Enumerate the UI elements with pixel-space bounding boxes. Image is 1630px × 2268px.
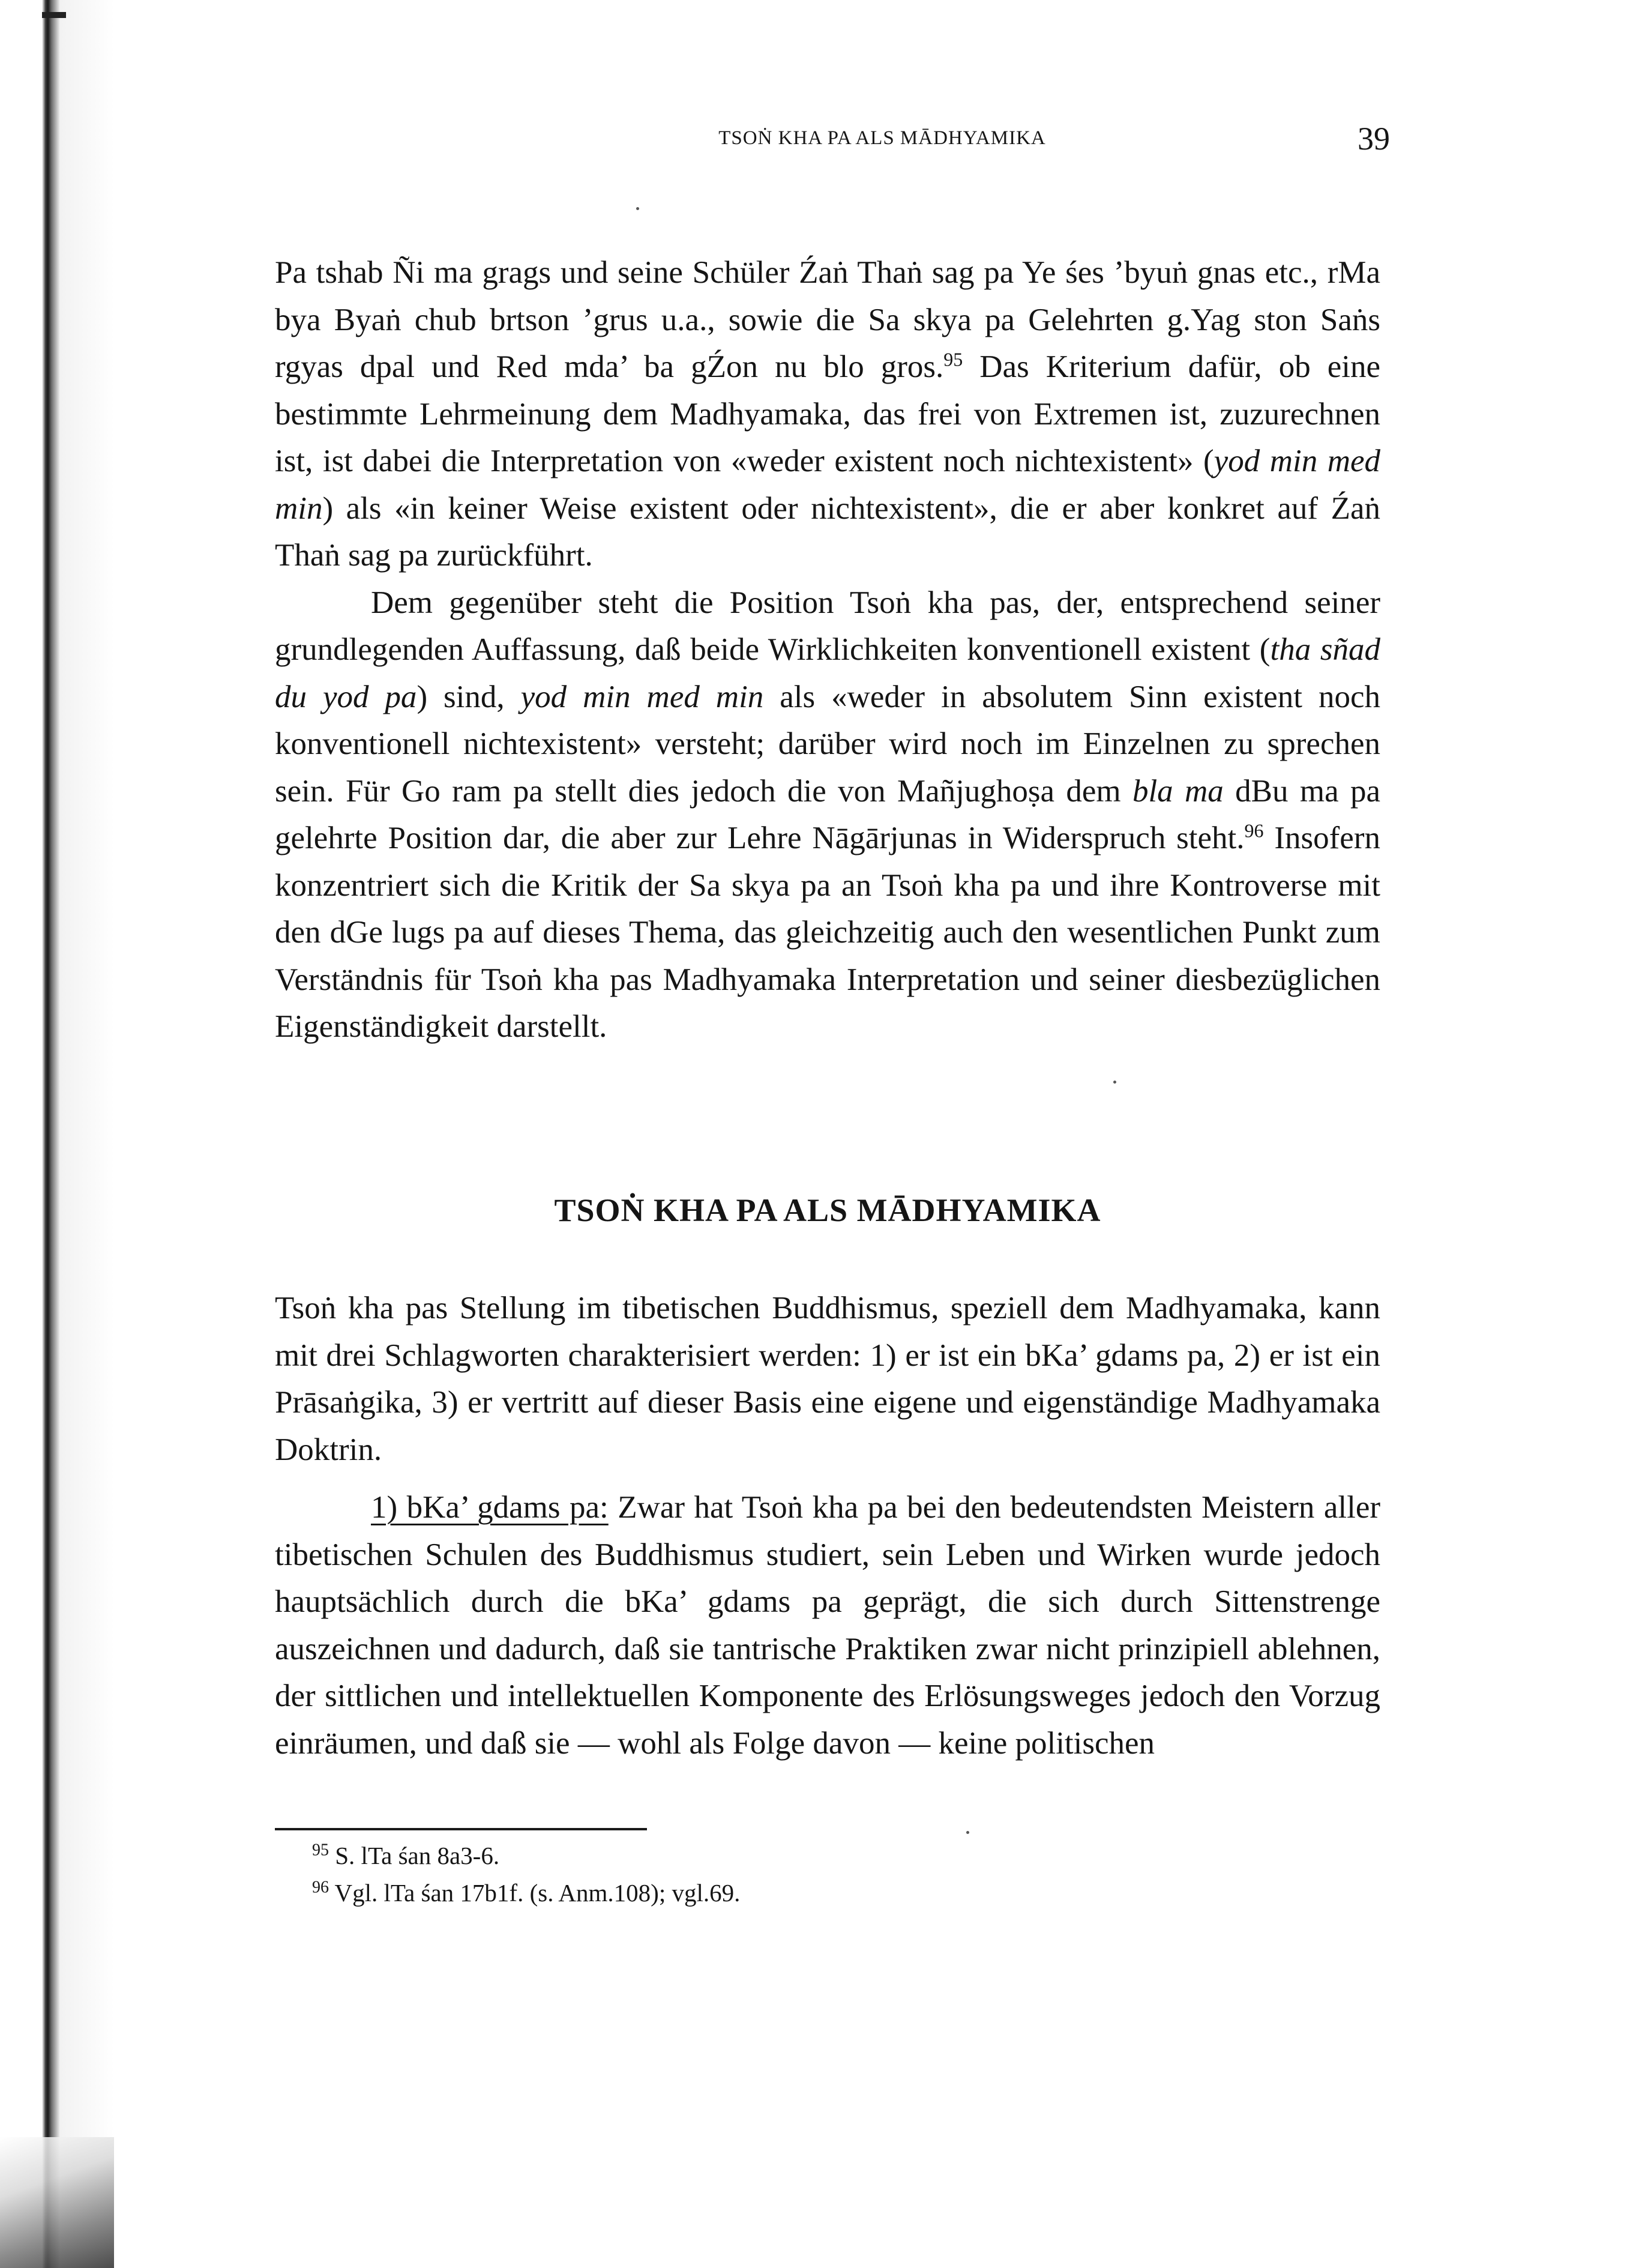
running-head: TSOṄ KHA PA ALS MĀDHYAMIKA bbox=[718, 127, 1046, 149]
footnote-96: $^{96}$ Vgl. lTa śan 17b1f. (s. Anm.108); vgl.69. bbox=[312, 1878, 741, 1907]
subsection-label: 1) bKa’ gdams pa: bbox=[371, 1490, 609, 1525]
section-heading: TSOṄ KHA PA ALS MĀDHYAMIKA bbox=[554, 1192, 1101, 1228]
body-text-upper bbox=[275, 249, 1380, 1051]
footnotes bbox=[312, 1837, 1272, 1911]
spine-top-mark bbox=[42, 12, 66, 18]
scan-speck bbox=[966, 1831, 969, 1834]
scan-speck bbox=[1113, 1081, 1116, 1084]
body-text-lower bbox=[275, 1285, 1380, 1767]
footnote-95: $^{95}$ S. lTa śan 8a3-6. bbox=[312, 1841, 500, 1869]
footnote-separator bbox=[275, 1828, 647, 1830]
book-spine-shadow bbox=[0, 0, 114, 2268]
paragraph-2: Dem gegenüber steht die Position Tsoṅ kha pas, der, entsprechend seiner grundlegenden Auffassung, daß beide Wirklichkeiten konventionell existent (tha sñad du yod pa) sind, yod min med min als «weder in absolutem Sinn existent noch konventionell nichtexistent» versteht; darüber wird noch im Einzelnen zu sprechen sein. Für Go ram pa stellt dies jedoch die von Mañjughoṣa dem bla ma dBu ma pa gelehrte Position dar, die aber zur Lehre Nāgārjunas in Widerspruch steht.$^{96}$ Insofern konzentriert sich die Kritik der Sa skya pa an Tsoṅ kha pa und ihre Kontroverse mit den dGe lugs pa auf dieses Thema, das gleichzeitig auch den wesentlichen Punkt zum Verständnis für Tsoṅ kha pas Madhyamaka Interpretation und seiner diesbezüglichen Eigenständigkeit darstellt. bbox=[275, 585, 1381, 1044]
paragraph-3: Tsoṅ kha pas Stellung im tibetischen Buddhismus, speziell dem Madhyamaka, kann mit drei Schlagworten charakterisiert werden: 1) er ist ein bKa’ gdams pa, 2) er ist ein Prāsaṅgika, 3) er vertritt auf dieser Basis eine eigene und eigenständige Madhyamaka Doktrin. bbox=[275, 1291, 1380, 1467]
footnote-ref-95[interactable]: 95 bbox=[943, 348, 963, 370]
paragraph-1: Pa tshab Ñi ma grags und seine Schüler Źaṅ Thaṅ sag pa Ye śes ’byuṅ gnas etc., rMa bya Byaṅ chub brtson ’grus u.a., sowie die Sa skya pa Gelehrten g.Yag ston Saṅs rgyas dpal und Red mda’ ba gŹon nu blo gros.$^{95}$ Das Kriterium dafür, ob eine bestimmte Lehrmeinung dem Madhyamaka, das frei von Extremen ist, zuzurechnen ist, ist dabei die Interpretation von «weder existent noch nichtexistent» (yod min med min) als «in keiner Weise existent oder nichtexistent», die er aber konkret auf Źaṅ Thaṅ sag pa zurückführt. bbox=[275, 255, 1380, 573]
spine-bottom-shadow bbox=[0, 2137, 114, 2268]
footnote-ref-96[interactable]: 96 bbox=[1244, 819, 1264, 842]
page-number: 39 bbox=[1358, 121, 1390, 157]
paragraph-4: 1) bKa’ gdams pa: Zwar hat Tsoṅ kha pa bei den bedeutendsten Meistern aller tibetischen Schulen des Buddhismus studiert, sein Leben und Wirken wurde jedoch hauptsächlich durch die bKa’ gdams pa geprägt, die sich durch Sittenstrenge auszeichnen und dadurch, daß sie tantrische Praktiken zwar nicht prinzipiell ablehnen, der sittlichen und intellektuellen Komponente des Erlösungsweges jedoch den Vorzug einräumen, und daß sie — wohl als Folge davon — keine politischen bbox=[275, 1490, 1380, 1761]
scan-speck bbox=[636, 207, 639, 210]
